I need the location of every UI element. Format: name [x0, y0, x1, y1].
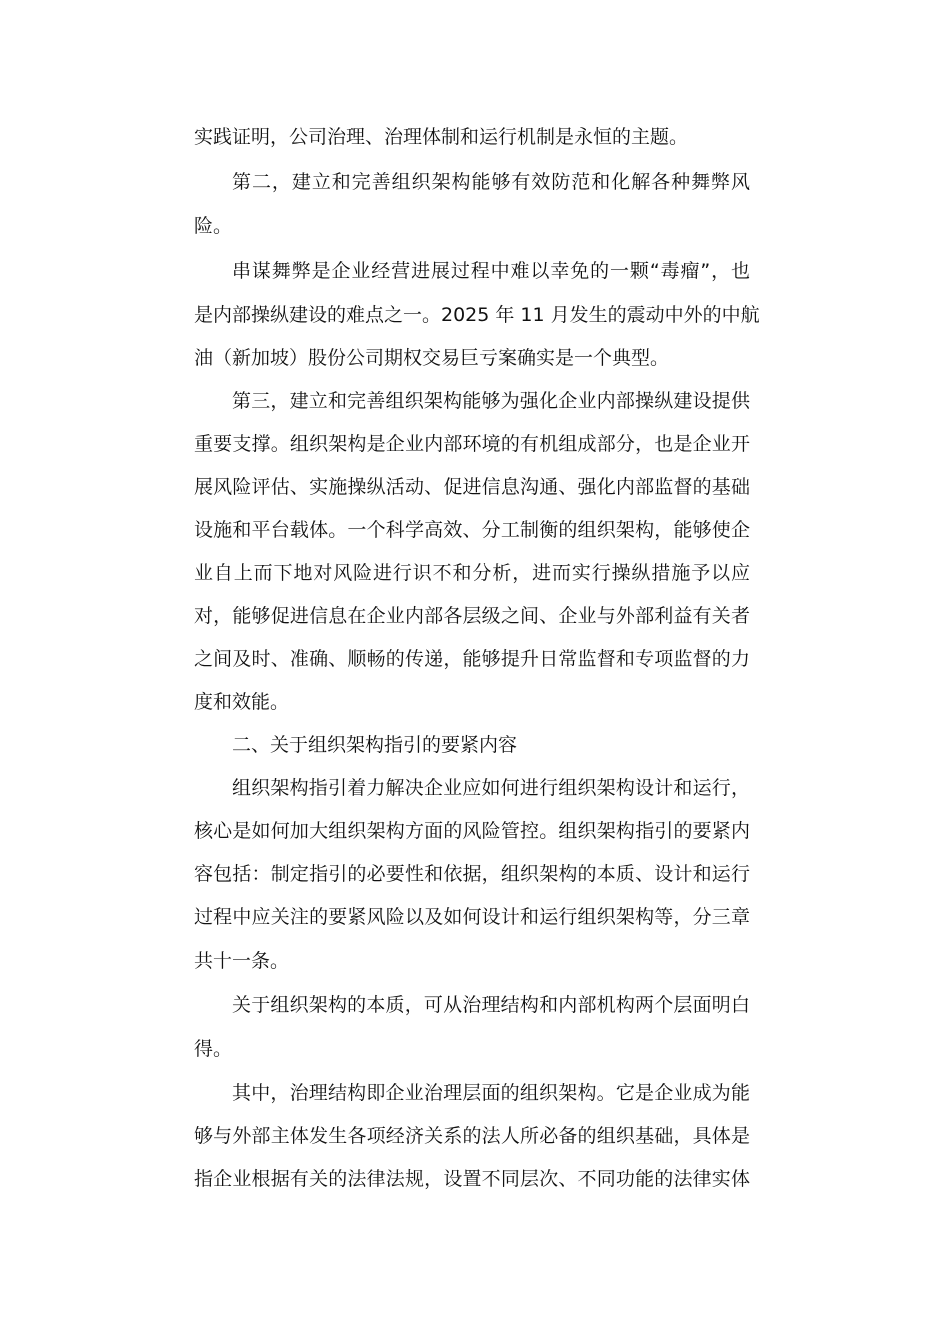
text-line: 关于组织架构的本质，可从治理结构和内部机构两个层面明白 [232, 994, 750, 1016]
text-line: 设施和平台载体。一个科学高效、分工制衡的组织架构，能够使企 [194, 519, 750, 541]
text-line: 度和效能。 [194, 691, 290, 713]
text-line: 第二，建立和完善组织架构能够有效防范和化解各种舞弊风 [232, 171, 750, 193]
text-line: 组织架构指引着力解决企业应如何进行组织架构设计和运行， [232, 777, 750, 799]
text-line: 共十一条。 [194, 950, 290, 972]
text-line: 是内部操纵建设的难点之一。2025 年 11 月发生的震动中外的中航 [194, 304, 760, 326]
text-line: 指企业根据有关的法律法规，设置不同层次、不同功能的法律实体 [194, 1168, 750, 1190]
text-line: 第三，建立和完善组织架构能够为强化企业内部操纵建设提供 [232, 390, 750, 412]
text-line: 过程中应关注的要紧风险以及如何设计和运行组织架构等，分三章 [194, 906, 750, 928]
text-line: 串谋舞弊是企业经营进展过程中难以幸免的一颗“毒瘤”，也 [232, 260, 750, 282]
text-line: 油（新加坡）股份公司期权交易巨亏案确实是一个典型。 [194, 347, 670, 369]
text-line: 险。 [194, 215, 233, 237]
section-heading: 二、关于组织架构指引的要紧内容 [232, 734, 518, 756]
text-line: 重要支撑。组织架构是企业内部环境的有机组成部分，也是企业开 [194, 433, 750, 455]
text-line: 其中，治理结构即企业治理层面的组织架构。它是企业成为能 [232, 1082, 750, 1104]
text-line: 得。 [194, 1038, 233, 1060]
text-line: 够与外部主体发生各项经济关系的法人所必备的组织基础，具体是 [194, 1125, 750, 1147]
text-line: 对，能够促进信息在企业内部各层级之间、企业与外部利益有关者 [194, 605, 750, 627]
text-line: 展风险评估、实施操纵活动、促进信息沟通、强化内部监督的基础 [194, 476, 750, 498]
text-line: 之间及时、准确、顺畅的传递，能够提升日常监督和专项监督的力 [194, 648, 750, 670]
text-line: 实践证明，公司治理、治理体制和运行机制是永恒的主题。 [194, 126, 689, 148]
text-line: 核心是如何加大组织架构方面的风险管控。组织架构指引的要紧内 [194, 820, 750, 842]
text-line: 容包括：制定指引的必要性和依据，组织架构的本质、设计和运行 [194, 863, 750, 885]
text-line: 业自上而下地对风险进行识不和分析，进而实行操纵措施予以应 [194, 562, 750, 584]
